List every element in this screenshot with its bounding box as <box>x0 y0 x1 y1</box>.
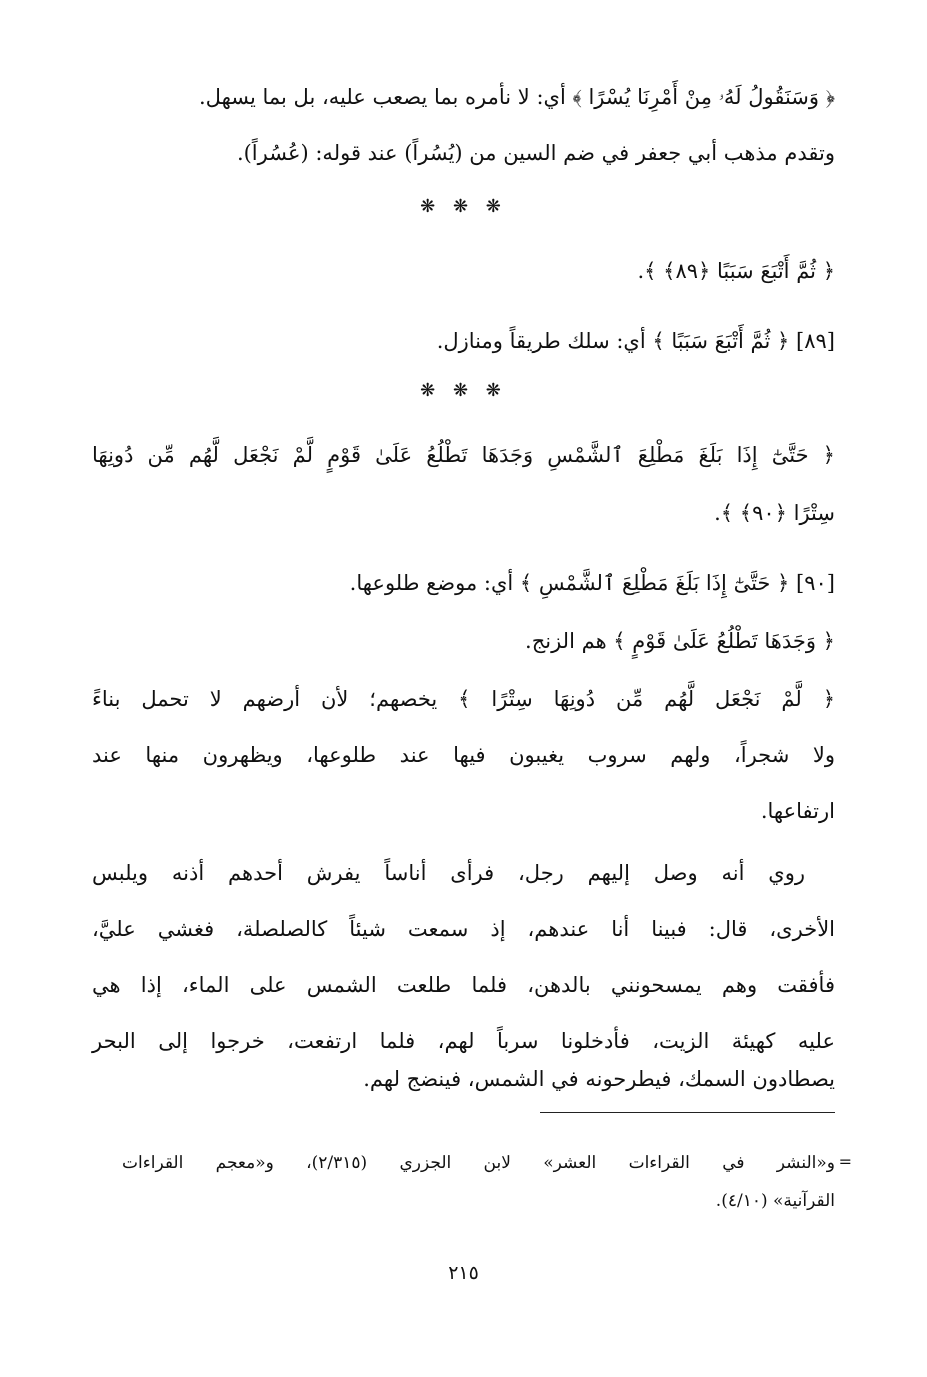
verse-89: ﴿ ثُمَّ أَتْبَعَ سَبَبًا ﴿٨٩﴾ ﴾. <box>637 259 835 283</box>
story-line: الأخرى، قال: فبينا أنا عندهم، إذ سمعت شيئاً كالصلصلة، فغشي عليَّ، <box>92 917 835 941</box>
story-line: عليه كهيئة الزيت، فأدخلونا سرباً لهم، فلما ارتفعت، خرجوا إلى البحر <box>92 1029 835 1053</box>
section-separator: ❋ ❋ ❋ <box>420 380 507 401</box>
commentary-90-c-line-2: ولا شجراً، ولهم سروب يغيبون فيها عند طلوعها، ويظهرون منها عند <box>92 743 835 767</box>
section-separator: ❋ ❋ ❋ <box>420 196 507 217</box>
commentary-90-c-line-3: ارتفاعها. <box>760 799 835 823</box>
story-line: يصطادون السمك، فيطرحونه في الشمس، فينضج لهم. <box>363 1067 835 1091</box>
commentary-89: [٨٩] ﴿ ثُمَّ أَتْبَعَ سَبَبًا ﴾ أي: سلك طريقاً ومنازل. <box>436 329 835 353</box>
footnote-line: و«النشر في القراءات العشر» لابن الجزري (٢/٣١٥)، و«معجم القراءات <box>122 1153 835 1173</box>
footnote-line: القرآنية» (٤/١٠). <box>715 1191 835 1211</box>
story-line: فأفقت وهم يمسحونني بالدهن، فلما طلعت الشمس على الماء، إذا هي <box>92 973 835 997</box>
commentary-90-c-line-1: ﴿ لَّمْ نَجْعَل لَّهُم مِّن دُونِهَا سِتْرًا ﴾ يخصهم؛ لأن أرضهم لا تحمل بناءً <box>92 687 835 711</box>
verse-90-line-2: سِتْرًا ﴿٩٠﴾ ﴾. <box>714 501 835 525</box>
page-number: ٢١٥ <box>448 1262 479 1284</box>
footnote-continuation-mark: = <box>838 1152 852 1171</box>
commentary-90-b: ﴿ وَجَدَهَا تَطْلُعُ عَلَىٰ قَوْمٍ ﴾ هم الزنج. <box>525 629 835 653</box>
text-line: وتقدم مذهب أبي جعفر في ضم السين من (يُسُراً) عند قوله: (عُسُراً). <box>236 141 835 165</box>
commentary-90-a: [٩٠] ﴿ حَتَّىٰٓ إِذَا بَلَغَ مَطْلِعَ ٱلشَّمْسِ ﴾ أي: موضع طلوعها. <box>349 571 835 595</box>
verse-90-line-1: ﴿ حَتَّىٰٓ إِذَا بَلَغَ مَطْلِعَ ٱلشَّمْسِ وَجَدَهَا تَطْلُعُ عَلَىٰ قَوْمٍ لَّمْ نَجْعَل لَّهُم مِّن دُونِهَا <box>92 443 835 467</box>
story-line: روي أنه وصل إليهم رجل، فرأى أناساً يفرش أحدهم أذنه ويلبس <box>92 861 805 885</box>
text-line: ﴿ وَسَنَقُولُ لَهُۥ مِنْ أَمْرِنَا يُسْرًا ﴾ أي: لا نأمره بما يصعب عليه، بل بما يسهل. <box>198 85 835 109</box>
footnote-divider <box>540 1112 835 1113</box>
